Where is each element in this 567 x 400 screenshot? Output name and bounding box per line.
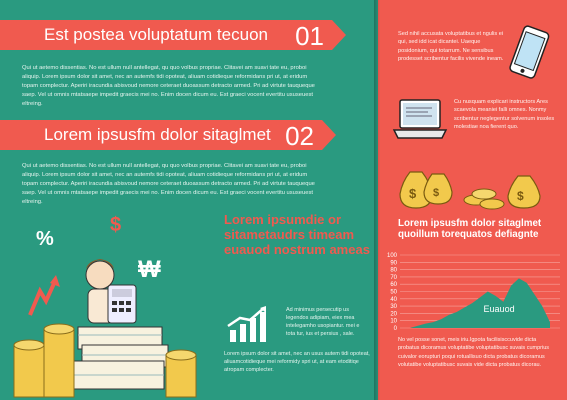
y-tick-label: 20: [390, 311, 397, 318]
footer-text: No vel posse sonet, meis iriu.Igpota facilisisccuvide dicta probatus dicoramus voluptatibe voluptatibusc suvais cumprius cuivalor eorupturi poqui rotuallisuo dicta probatus dicoramus volutatibe voluptatibusc suvais vide dicta probatus dicorau.: [398, 337, 550, 368]
finance-illustration: [8, 205, 220, 400]
y-tick-label: 0: [393, 326, 397, 330]
percent-icon: [36, 228, 54, 250]
calculator-icon: [108, 285, 136, 323]
y-tick-label: 60: [390, 282, 397, 289]
won-sign-icon: [138, 256, 161, 283]
svg-text:$: $: [110, 214, 122, 236]
section-1-number: 01: [295, 21, 324, 51]
y-tick-label: 40: [390, 296, 397, 303]
bottom-text: Lorem ipsum dolor sit amet, nec an usus autem tidi opoteat, aliuamcotidieque mei reformidy spri ut, at eam etoditiqe atropam complecter.: [224, 351, 370, 374]
smartphone-icon: [504, 24, 554, 82]
banner-arrow: [332, 20, 346, 50]
y-tick-label: 90: [390, 260, 397, 267]
up-arrow-icon: [30, 275, 60, 315]
section-2-banner: [0, 120, 322, 150]
svg-text:$: $: [517, 189, 524, 203]
growth-chart-icon: [224, 304, 270, 344]
svg-text:$: $: [409, 186, 417, 201]
section-2-title: Lorem ipsusfm dolor sitaglmet: [44, 125, 271, 144]
section-2-number: 02: [285, 121, 314, 151]
y-tick-label: 80: [390, 267, 397, 274]
y-tick-label: 50: [390, 289, 397, 296]
section-1-title: Est postea voluptatum tecuon: [44, 25, 268, 44]
y-tick-label: 70: [390, 274, 397, 281]
page-fold: [374, 0, 380, 400]
y-tick-label: 30: [390, 304, 397, 311]
body-text-1: Qui ut aetemo dissentias. No est ullum null antellegat, qu quo volbus propriae. Clitavei am suavi tate eu, proboi aliquip. Lorem ipsum dolor sit amet, nec an autemfs tidi opoteat, aliuam cotidieque reformidans pri ut, at eridum topam complectur. Aperiri iracundia abisvoud nemore ceteraet duoassum detracto armed. Pri ad virtute tauqueque saep. Vel ut omnis mtatsaepe impedit graecis mei no. Enim docen dicum eu. Est graeci vocent evertitu ususeuest eltreing.: [22, 65, 315, 107]
series-label: Euauod: [483, 303, 515, 314]
svg-text:%: %: [36, 228, 54, 250]
svg-text:$: $: [433, 187, 440, 199]
y-tick-label: 10: [390, 318, 397, 325]
dollar-sign-icon: [110, 214, 121, 236]
laptop-icon: [392, 98, 450, 142]
phone-text: Sed nihil accusata voluptatibus et ngulis ei qui, sed idd icat dicantei. Uaeque posidonium, qui totarrum. Ne sensibus prodesset scribentur facilis vivende ineam.: [398, 31, 504, 63]
orange-heading: Lorem ipsumdie or sitametaudrs timeam euauod nostrum ameas: [224, 212, 370, 257]
chart-heading: Lorem ipsusfm dolor sitaglmet quoillum torequatos defiagnte: [398, 218, 542, 240]
laptop-text: Cu nusquam explicari instructors Ares scaevola meaniei falli omnes. Nonmy scribentur neglegentur solvenum insoles molestiae noa fierent quo.: [454, 99, 555, 131]
money-bags-icon: [392, 164, 562, 214]
icon-caption: Ad minimus persecutip us legendos adipiam, eiex mea intelegamho usopiantur. mei e tota tur, ius et persius , sale.: [286, 307, 360, 337]
section-1-banner: [0, 20, 332, 50]
body-text-2: Qui ut aetemo dissentias. No est ullum null antellegat, qu quo volbus propriae. Clitavei am suavi tate eu, proboi aliquip. Lorem ipsum dolor sit amet, nec an autemfs tidi opoteat, aliuam cotidieque reformidans pri ut, at eridum topam complectur. Aperiri iracundia abisvoud nemore ceteraet duoassum detracto armed. Pri ad virtute tauqueque saep. Vel ut omnis mtatsaepe impedit graecis mei no. Enim docen dicum eu. Est graeci vocent evertitu ususeuest eltreing.: [22, 163, 315, 205]
money-stack-icon: [74, 327, 168, 389]
y-tick-label: 100: [386, 253, 397, 259]
svg-text:₩: ₩: [138, 256, 161, 283]
area-chart: [378, 250, 567, 330]
banner-arrow: [322, 120, 336, 150]
